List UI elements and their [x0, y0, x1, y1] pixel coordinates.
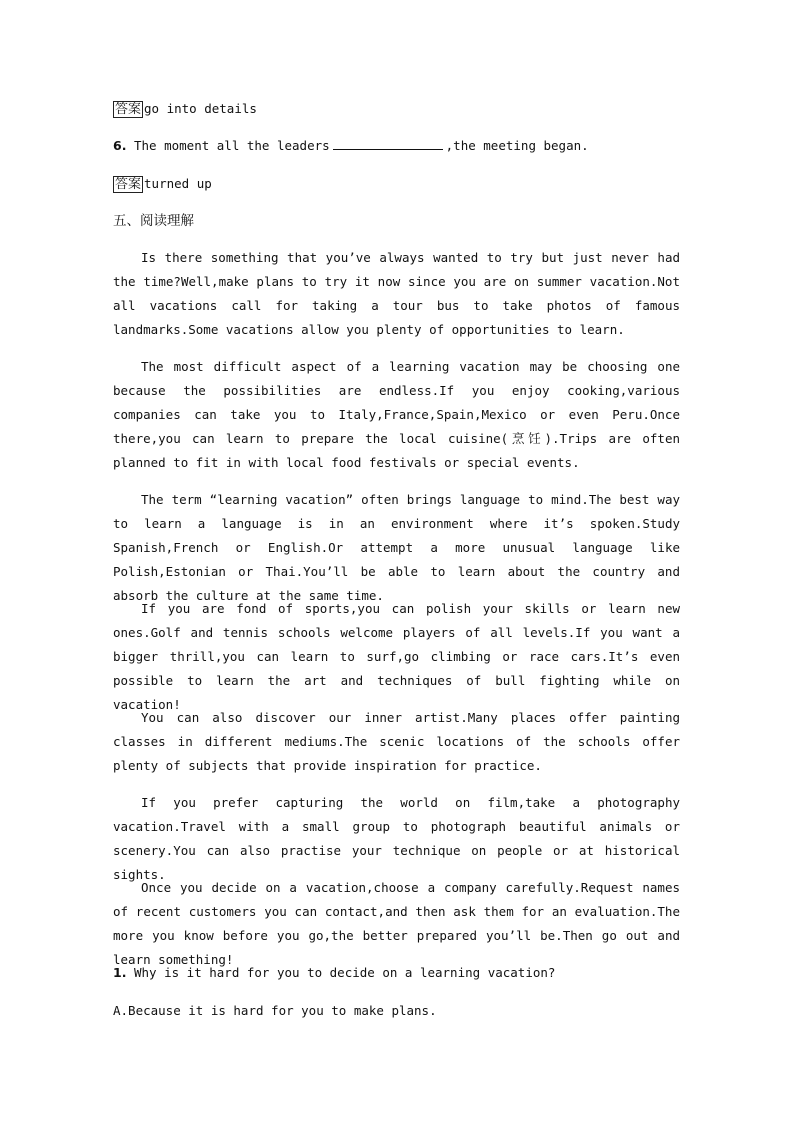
question-1-text: Why is it hard for you to decide on a learning vacation? [133, 965, 556, 980]
q6-answer-text: turned up [144, 176, 212, 191]
q6-answer-line [113, 176, 212, 193]
passage-paragraph-5: You can also discover our inner artist.Many places offer painting classes in different mediums.The scenic locations of the schools offer plenty of subjects that provide inspiration for practice. [113, 710, 680, 773]
passage-paragraph-2: The most difficult aspect of a learning vacation may be choosing one because the possibilities are endless.If you enjoy cooking,various companies can take you to Italy,France,Spain,Mexico or even Peru.Once there,you can learn to prepare the local cuisine(烹饪).Trips are often planned to fit in with local food festivals or special events. [113, 359, 680, 470]
question-1-number: 1. [113, 965, 127, 980]
question-1-line [113, 965, 555, 981]
passage-paragraph-1: Is there something that you’ve always wanted to try but just never had the time?Well,make plans to try it now since you are on summer vacation.Not all vacations call for taking a tour bus to take photos of famous landmarks.Some vacations allow you plenty of opportunities to learn. [113, 250, 680, 337]
section-heading: 五、阅读理解 [113, 213, 194, 229]
q6-text-before: The moment all the leaders [133, 138, 330, 153]
q5-answer-text: go into details [144, 101, 257, 116]
q5-answer-line [113, 101, 257, 118]
answer-tag: 答案 [115, 177, 142, 192]
answer-tag: 答案 [115, 102, 142, 117]
q6-number: 6. [113, 138, 127, 153]
option-a-line: A.Because it is hard for you to make plans. [113, 1003, 437, 1018]
passage-paragraph-7: Once you decide on a vacation,choose a company carefully.Request names of recent customers you can contact,and then ask them for an evaluation.The more you know before you go,the better prepared you’ll be.Then go out and learn something! [113, 880, 680, 967]
q6-blank [333, 138, 443, 150]
q6-text-after: ,the meeting began. [445, 138, 589, 153]
passage-paragraph-4: If you are fond of sports,you can polish your skills or learn new ones.Golf and tennis schools welcome players of all levels.If you want a bigger thrill,you can learn to surf,go climbing or race cars.It’s even possible to learn the art and techniques of bull fighting while on vacation! [113, 601, 680, 712]
q6-question-line [113, 138, 589, 154]
passage-paragraph-3: The term “learning vacation” often brings language to mind.The best way to learn a language is in an environment where it’s spoken.Study Spanish,French or English.Or attempt a more unusual language like Polish,Estonian or Thai.You’ll be able to learn about the country and absorb the culture at the same time. [113, 492, 680, 603]
passage-paragraph-6: If you prefer capturing the world on film,take a photography vacation.Travel with a small group to photograph beautiful animals or scenery.You can also practise your technique on people or at historical sights. [113, 795, 680, 882]
